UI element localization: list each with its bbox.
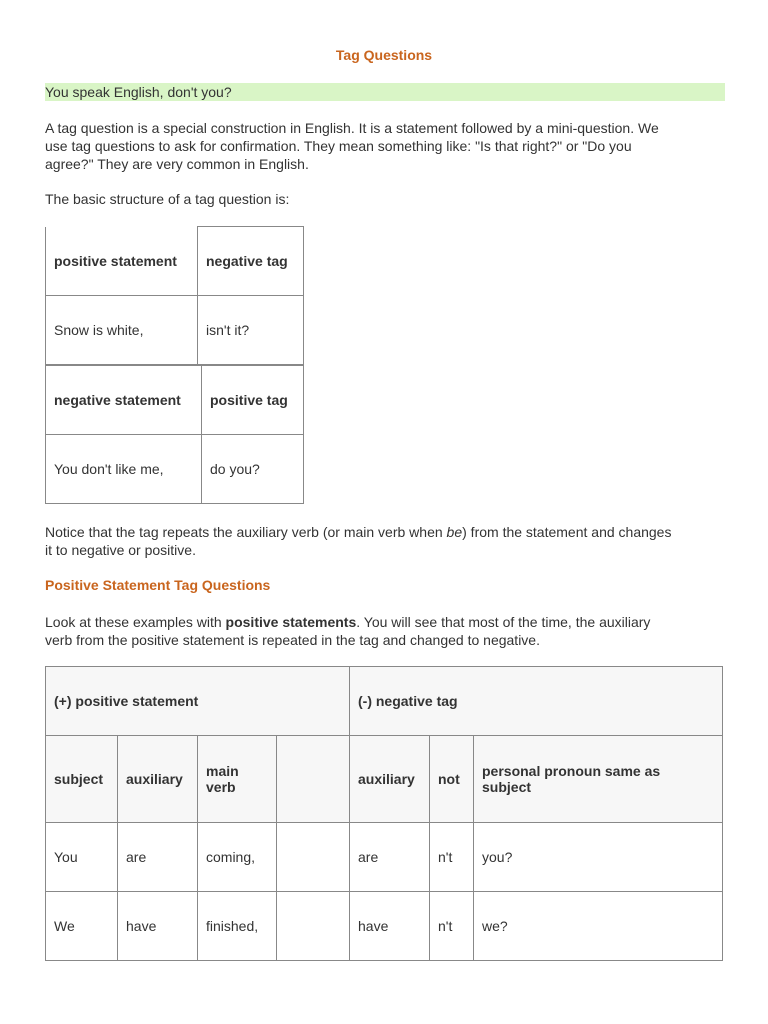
structure-header-positive-tag: positive tag	[202, 366, 304, 435]
examples-table	[45, 666, 723, 961]
column-header-personal-pronoun	[474, 736, 723, 823]
structure-cell-tag-2: do you?	[202, 435, 304, 504]
column-header-tag-auxiliary: auxiliary	[350, 736, 430, 823]
column-header-subject: subject	[46, 736, 118, 823]
notice-text-part-2: ) from the statement and changes	[462, 524, 672, 540]
section-heading: Positive Statement Tag Questions	[45, 577, 271, 593]
group-header-positive-statement: (+) positive statement	[46, 667, 350, 736]
row-1-auxiliary: are	[118, 823, 198, 892]
structure-header-negative-statement: negative statement	[46, 366, 202, 435]
structure-cell-statement-2: You don't like me,	[46, 435, 202, 504]
positive-paragraph	[45, 613, 735, 649]
example-sentence: You speak English, don't you?	[45, 84, 232, 100]
group-header-negative-tag: (-) negative tag	[350, 667, 723, 736]
row-2-tag-auxiliary: have	[350, 892, 430, 961]
basic-structure-text: The basic structure of a tag question is:	[45, 191, 290, 207]
row-1-main-verb: coming,	[198, 823, 277, 892]
table-row	[46, 823, 723, 892]
row-1-pronoun: you?	[474, 823, 723, 892]
positive-text-part-1: Look at these examples with	[45, 614, 226, 630]
row-2-not: n't	[430, 892, 474, 961]
intro-paragraph	[45, 119, 735, 173]
structure-header-positive-statement: positive statement	[46, 227, 198, 296]
notice-line-1	[45, 523, 735, 541]
notice-paragraph	[45, 523, 735, 559]
notice-line-2: it to negative or positive.	[45, 542, 196, 558]
intro-line-3: agree?" They are very common in English.	[45, 156, 309, 172]
column-header-auxiliary: auxiliary	[118, 736, 198, 823]
table-row	[46, 892, 723, 961]
row-1-subject: You	[46, 823, 118, 892]
row-2-blank	[277, 892, 350, 961]
structure-cell-statement: Snow is white,	[46, 295, 198, 364]
row-2-pronoun: we?	[474, 892, 723, 961]
intro-line-2: use tag questions to ask for confirmation. They mean something like: "Is that right?" or "Do you	[45, 138, 632, 154]
row-2-subject: We	[46, 892, 118, 961]
structure-header-negative-tag: negative tag	[198, 227, 304, 296]
row-1-not: n't	[430, 823, 474, 892]
positive-text-part-2: . You will see that most of the time, the auxiliary	[356, 614, 651, 630]
row-1-tag-auxiliary: are	[350, 823, 430, 892]
intro-line-1: A tag question is a special construction in English. It is a statement followed by a mini-question. We	[45, 120, 659, 136]
column-header-main-verb	[198, 736, 277, 823]
positive-line-1	[45, 613, 735, 631]
row-2-main-verb: finished,	[198, 892, 277, 961]
structure-table-negative	[45, 365, 304, 504]
example-sentence-highlight	[45, 83, 725, 101]
column-header-blank	[277, 736, 350, 823]
row-2-auxiliary: have	[118, 892, 198, 961]
structure-cell-tag: isn't it?	[198, 295, 304, 364]
positive-text-bold: positive statements	[225, 614, 357, 630]
column-header-not: not	[430, 736, 474, 823]
page-title: Tag Questions	[335, 47, 433, 63]
structure-table-positive	[45, 226, 304, 365]
notice-text-emphasis: be	[446, 524, 463, 540]
notice-text-part-1: Notice that the tag repeats the auxiliary verb (or main verb when	[45, 524, 447, 540]
column-header-main-verb-label: main verb	[206, 763, 239, 795]
positive-line-2: verb from the positive statement is repeated in the tag and changed to negative.	[45, 632, 540, 648]
row-1-blank	[277, 823, 350, 892]
column-header-personal-pronoun-label: personal pronoun same as subject	[482, 763, 661, 795]
